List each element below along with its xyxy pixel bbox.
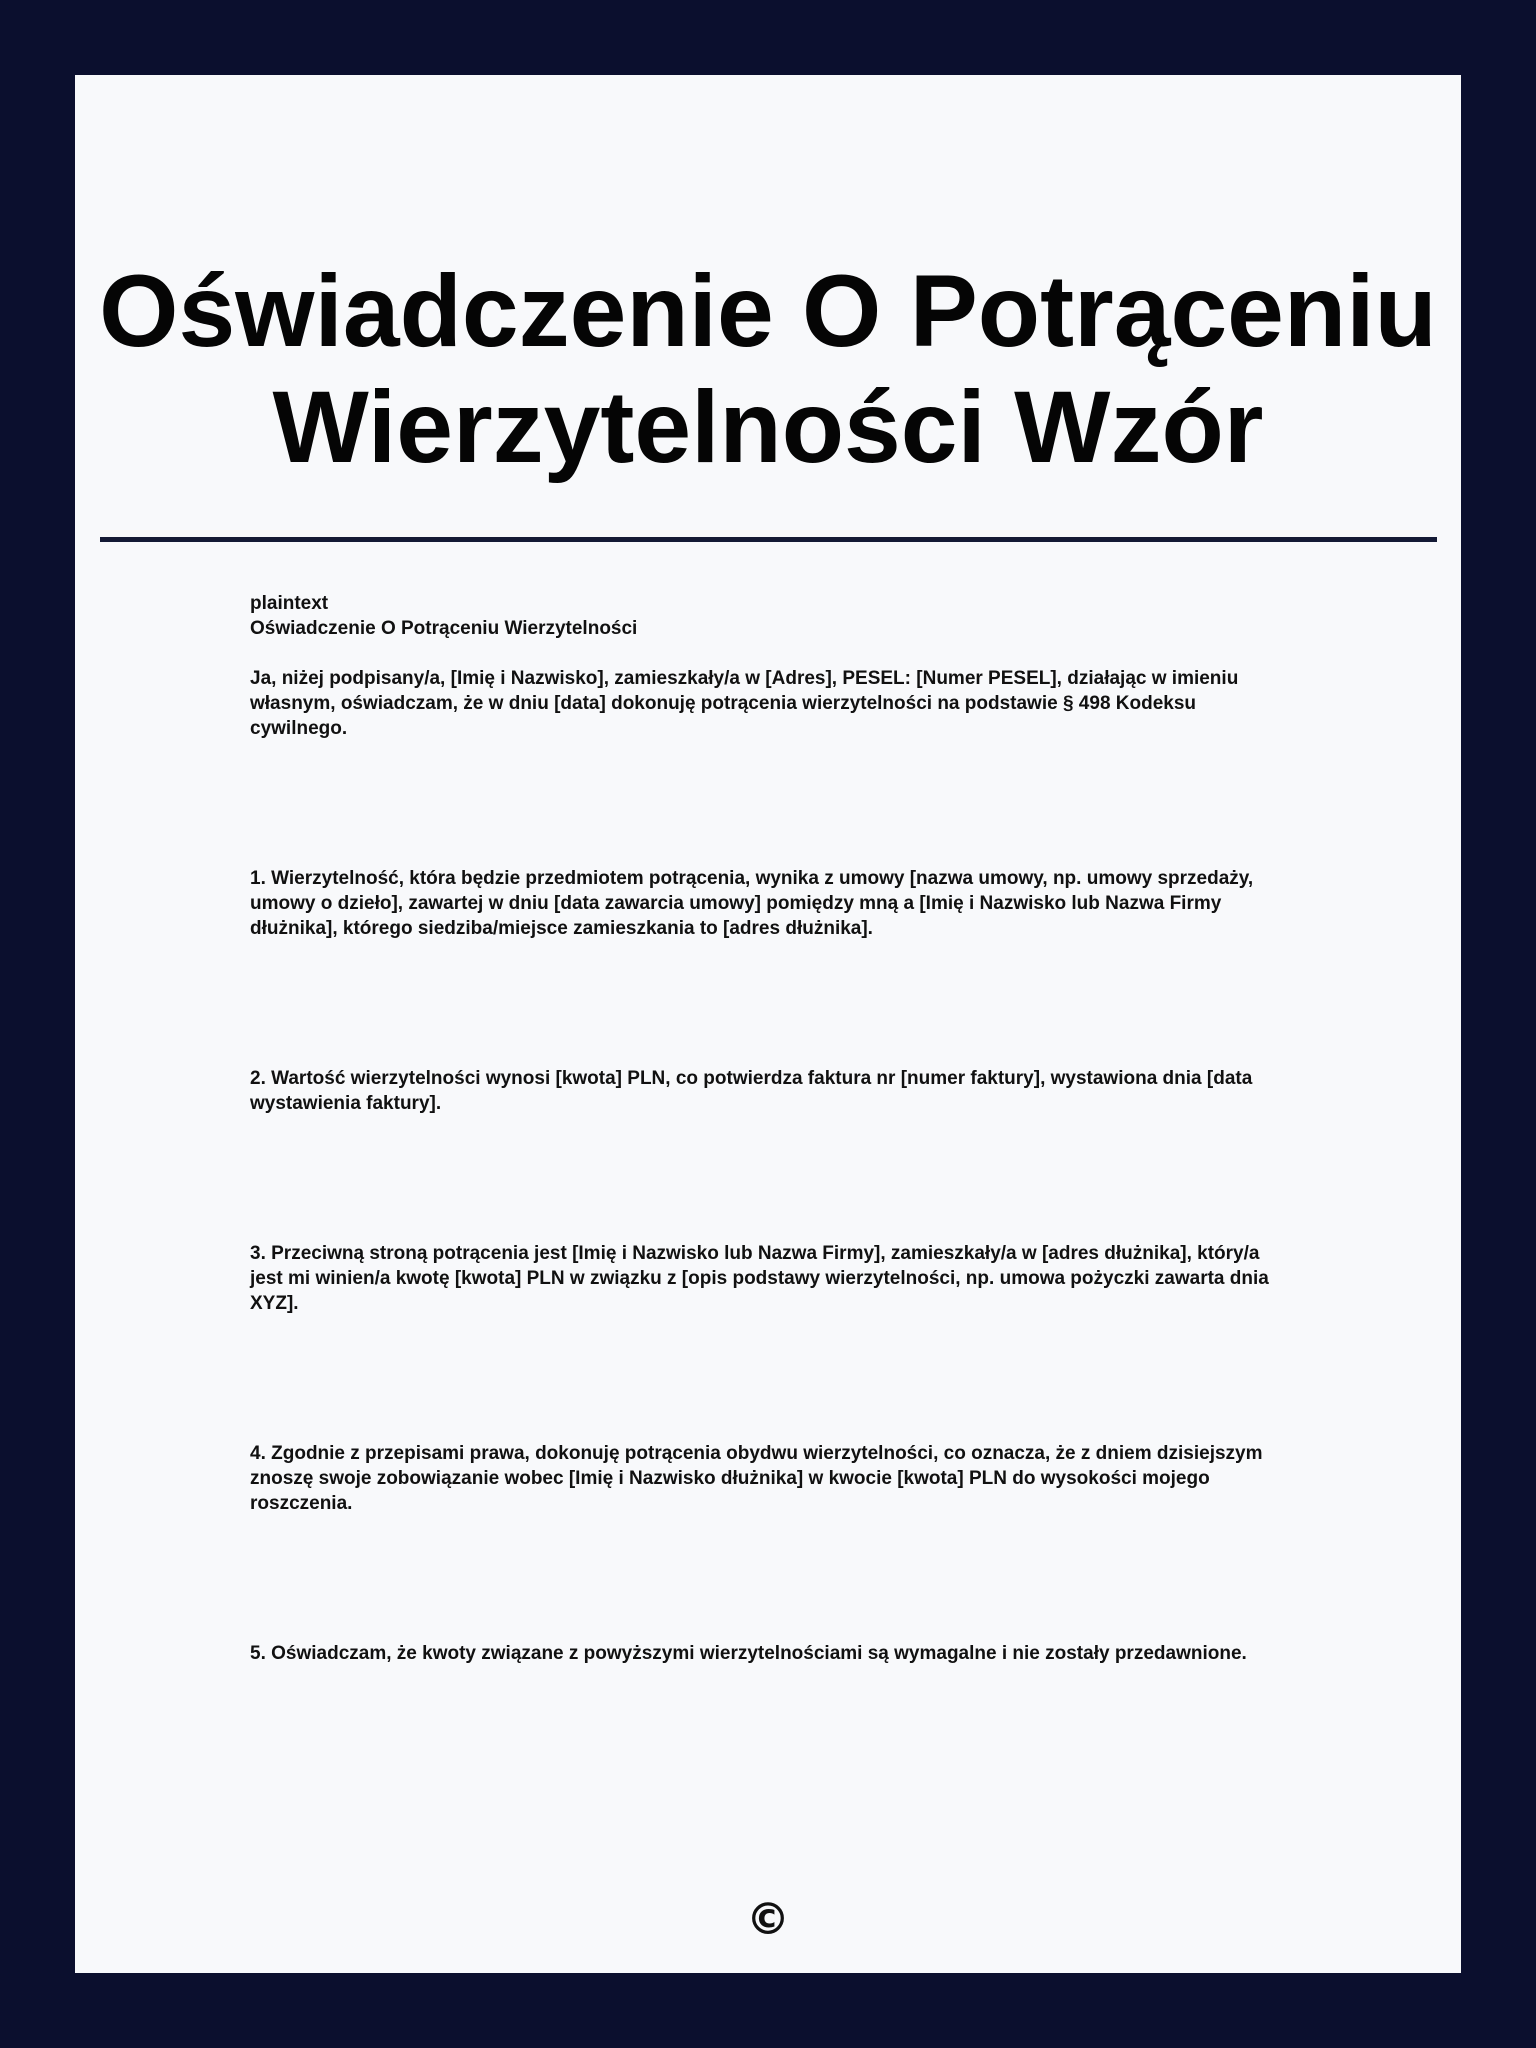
intro-paragraph: Ja, niżej podpisany/a, [Imię i Nazwisko], zamieszkały/a w [Adres], PESEL: [Numer PESEL], działając w imieniu własnym, oświadczam, że w dniu [data] dokonuję potrącenia wierzytelności na podstawie § 498 Kodeksu cywilnego. [250,668,1239,739]
clause-2: 2. Wartość wierzytelności wynosi [kwota] PLN, co potwierdza faktura nr [numer faktury], wystawiona dnia [data wystawienia faktury]. [250,1068,1253,1114]
title-divider [100,537,1437,542]
clause-3: 3. Przeciwną stroną potrącenia jest [Imię i Nazwisko lub Nazwa Firmy], zamieszkały/a w [adres dłużnika], który/a jest mi winien/a kwotę [kwota] PLN w związku z [opis podstawy wierzytelności, np. umowa pożyczki zawarta dnia XYZ]. [250,1243,1269,1314]
clause-1: 1. Wierzytelność, która będzie przedmiotem potrącenia, wynika z umowy [nazwa umowy, np. umowy sprzedaży, umowy o dzieło], zawartej w dniu [data zawarcia umowy] pomiędzy mną a [Imię i Nazwisko lub Nazwa Firmy dłużnika], którego siedziba/miejsce zamieszkania to [adres dłużnika]. [250,868,1254,939]
clause-4: 4. Zgodnie z przepisami prawa, dokonuję potrącenia obydwu wierzytelności, co oznacza, że z dniem dzisiejszym znoszę swoje zobowiązanie wobec [Imię i Nazwisko dłużnika] w kwocie [kwota] PLN do wysokości mojego roszczenia. [250,1443,1263,1514]
body-heading: Oświadczenie O Potrąceniu Wierzytelności [250,618,638,639]
code-label: plaintext [250,593,329,614]
clause-5: 5. Oświadczam, że kwoty związane z powyższymi wierzytelnościami są wymagalne i nie zostały przedawnione. [250,1643,1247,1664]
copyright-icon: © [746,1894,790,1945]
document-body [250,591,1290,1666]
document-title: Oświadczenie O Potrąceniu Wierzytelności Wzór [99,254,1437,484]
document-page [75,75,1461,1973]
